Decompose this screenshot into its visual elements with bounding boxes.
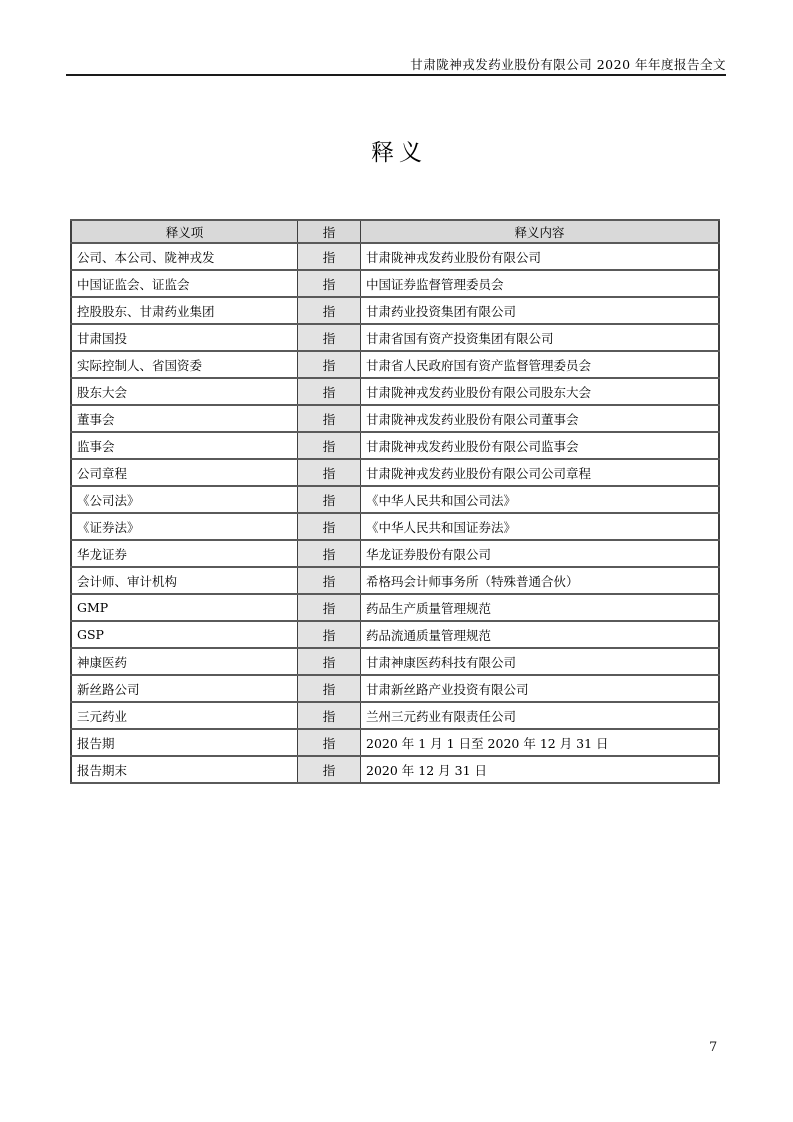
table-row bbox=[71, 513, 719, 540]
term-cell: 实际控制人、省国资委 bbox=[71, 351, 298, 378]
definitions-table bbox=[70, 219, 720, 784]
term-cell: 华龙证券 bbox=[71, 540, 298, 567]
zhi-cell: 指 bbox=[298, 621, 361, 648]
term-cell: 新丝路公司 bbox=[71, 675, 298, 702]
table-row bbox=[71, 243, 719, 270]
term-cell: 公司章程 bbox=[71, 459, 298, 486]
definition-cell: 甘肃陇神戎发药业股份有限公司董事会 bbox=[361, 405, 720, 432]
table-header bbox=[71, 220, 719, 243]
zhi-cell: 指 bbox=[298, 432, 361, 459]
table-row bbox=[71, 702, 719, 729]
page-number: 7 bbox=[709, 1040, 718, 1055]
zhi-cell: 指 bbox=[298, 270, 361, 297]
term-cell: 会计师、审计机构 bbox=[71, 567, 298, 594]
table-row bbox=[71, 729, 719, 756]
zhi-cell: 指 bbox=[298, 297, 361, 324]
table-row bbox=[71, 405, 719, 432]
term-cell: 《证券法》 bbox=[71, 513, 298, 540]
definition-cell: 甘肃陇神戎发药业股份有限公司股东大会 bbox=[361, 378, 720, 405]
table-row bbox=[71, 567, 719, 594]
zhi-cell: 指 bbox=[298, 567, 361, 594]
term-cell: 甘肃国投 bbox=[71, 324, 298, 351]
definition-cell: 甘肃新丝路产业投资有限公司 bbox=[361, 675, 720, 702]
definition-cell: 希格玛会计师事务所（特殊普通合伙） bbox=[361, 567, 720, 594]
definition-cell: 药品生产质量管理规范 bbox=[361, 594, 720, 621]
table-row bbox=[71, 675, 719, 702]
header-rule bbox=[66, 74, 726, 76]
zhi-cell: 指 bbox=[298, 324, 361, 351]
zhi-cell: 指 bbox=[298, 378, 361, 405]
zhi-cell: 指 bbox=[298, 351, 361, 378]
table-row bbox=[71, 351, 719, 378]
table-header-row bbox=[71, 220, 719, 243]
term-cell: 控股股东、甘肃药业集团 bbox=[71, 297, 298, 324]
term-cell: 公司、本公司、陇神戎发 bbox=[71, 243, 298, 270]
table-row bbox=[71, 270, 719, 297]
definition-cell: 甘肃陇神戎发药业股份有限公司 bbox=[361, 243, 720, 270]
table-row bbox=[71, 594, 719, 621]
zhi-cell: 指 bbox=[298, 243, 361, 270]
col-header-term: 释义项 bbox=[71, 220, 298, 243]
table-row bbox=[71, 648, 719, 675]
zhi-cell: 指 bbox=[298, 513, 361, 540]
term-cell: 神康医药 bbox=[71, 648, 298, 675]
term-cell: 中国证监会、证监会 bbox=[71, 270, 298, 297]
term-cell: GSP bbox=[71, 621, 298, 648]
page-title: 释义 bbox=[371, 140, 427, 166]
table-row bbox=[71, 297, 719, 324]
zhi-cell: 指 bbox=[298, 675, 361, 702]
zhi-cell: 指 bbox=[298, 459, 361, 486]
term-cell: 《公司法》 bbox=[71, 486, 298, 513]
zhi-cell: 指 bbox=[298, 405, 361, 432]
definition-cell: 甘肃药业投资集团有限公司 bbox=[361, 297, 720, 324]
definition-cell: 甘肃神康医药科技有限公司 bbox=[361, 648, 720, 675]
term-cell: 监事会 bbox=[71, 432, 298, 459]
definition-cell: 2020 年 12 月 31 日 bbox=[361, 756, 720, 783]
zhi-cell: 指 bbox=[298, 648, 361, 675]
zhi-cell: 指 bbox=[298, 702, 361, 729]
definition-cell: 甘肃省人民政府国有资产监督管理委员会 bbox=[361, 351, 720, 378]
definition-cell: 兰州三元药业有限责任公司 bbox=[361, 702, 720, 729]
table-row bbox=[71, 486, 719, 513]
term-cell: 报告期末 bbox=[71, 756, 298, 783]
definition-cell: 《中华人民共和国公司法》 bbox=[361, 486, 720, 513]
report-header: 甘肃陇神戎发药业股份有限公司 2020 年年度报告全文 bbox=[410, 57, 726, 72]
zhi-cell: 指 bbox=[298, 756, 361, 783]
zhi-cell: 指 bbox=[298, 486, 361, 513]
zhi-cell: 指 bbox=[298, 594, 361, 621]
table-row bbox=[71, 378, 719, 405]
table-body bbox=[71, 243, 719, 783]
definition-cell: 2020 年 1 月 1 日至 2020 年 12 月 31 日 bbox=[361, 729, 720, 756]
definition-cell: 甘肃陇神戎发药业股份有限公司监事会 bbox=[361, 432, 720, 459]
zhi-cell: 指 bbox=[298, 729, 361, 756]
term-cell: 三元药业 bbox=[71, 702, 298, 729]
definition-cell: 甘肃省国有资产投资集团有限公司 bbox=[361, 324, 720, 351]
table-row bbox=[71, 324, 719, 351]
definition-cell: 华龙证券股份有限公司 bbox=[361, 540, 720, 567]
zhi-cell: 指 bbox=[298, 540, 361, 567]
definition-cell: 甘肃陇神戎发药业股份有限公司公司章程 bbox=[361, 459, 720, 486]
table-row bbox=[71, 459, 719, 486]
definition-cell: 《中华人民共和国证券法》 bbox=[361, 513, 720, 540]
term-cell: GMP bbox=[71, 594, 298, 621]
table-row bbox=[71, 756, 719, 783]
table-row bbox=[71, 540, 719, 567]
col-header-zhi: 指 bbox=[298, 220, 361, 243]
definition-cell: 中国证券监督管理委员会 bbox=[361, 270, 720, 297]
table-row bbox=[71, 621, 719, 648]
col-header-definition: 释义内容 bbox=[361, 220, 720, 243]
definition-cell: 药品流通质量管理规范 bbox=[361, 621, 720, 648]
term-cell: 董事会 bbox=[71, 405, 298, 432]
term-cell: 报告期 bbox=[71, 729, 298, 756]
table-row bbox=[71, 432, 719, 459]
term-cell: 股东大会 bbox=[71, 378, 298, 405]
